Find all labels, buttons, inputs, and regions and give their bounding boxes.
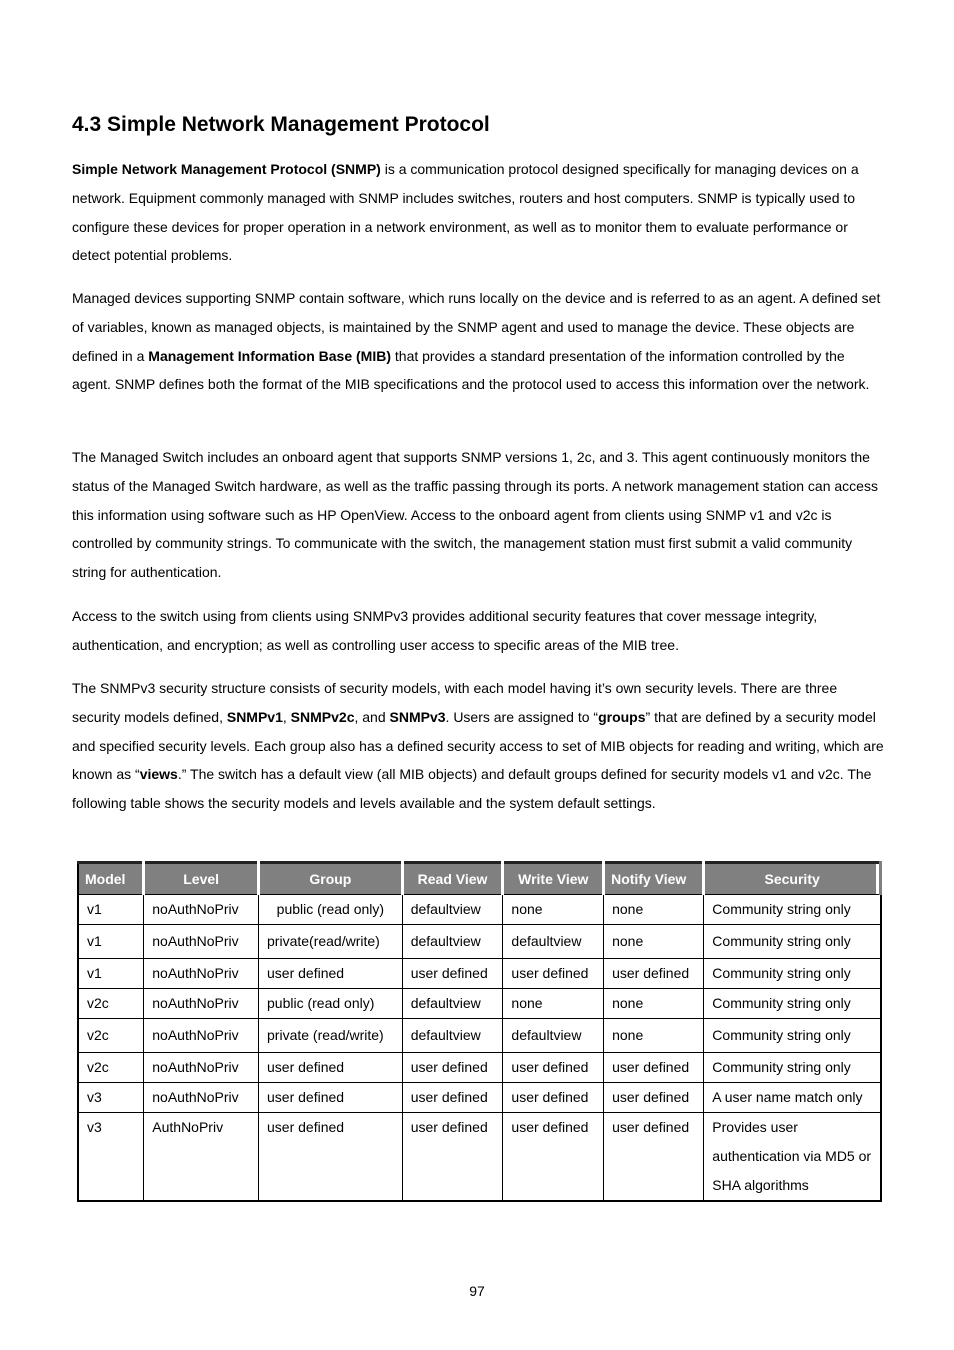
table-cell: user defined bbox=[604, 959, 704, 989]
bold-term: SNMPv3 bbox=[389, 708, 446, 725]
paragraph-text: , bbox=[282, 708, 291, 725]
table-cell: noAuthNoPriv bbox=[144, 1053, 259, 1083]
column-header-notify-view: Notify View bbox=[604, 863, 704, 895]
table-row bbox=[78, 1053, 881, 1083]
section-title: 4.3 Simple Network Management Protocol bbox=[72, 113, 490, 136]
table-row bbox=[78, 959, 881, 989]
snmp-security-table bbox=[77, 861, 882, 1202]
table-cell: user defined bbox=[259, 1053, 403, 1083]
paragraph-managed-devices bbox=[72, 284, 884, 399]
paragraph-text: The SNMPv3 security structure consists of security models, with each model having it’s own security levels. There are three security models defined, bbox=[72, 680, 838, 725]
table-cell: user defined bbox=[402, 1053, 503, 1083]
table-cell: user defined bbox=[503, 1083, 604, 1113]
table-cell: Community string only bbox=[704, 925, 881, 959]
table-cell: user defined bbox=[259, 1083, 403, 1113]
table-cell: Community string only bbox=[704, 959, 881, 989]
paragraph-onboard-agent: The Managed Switch includes an onboard agent that supports SNMP versions 1, 2c, and 3. This agent continuously monitors the status of the Managed Switch hardware, as well as the traffic passing through its ports. A network management station can access this information using software such as HP OpenView. Access to the onboard agent from clients using SNMP v1 and v2c is controlled by community strings. To communicate with the switch, the management station must first submit a valid community string for authentication. bbox=[72, 449, 878, 581]
bold-term: groups bbox=[598, 708, 646, 725]
bold-term: Management Information Base (MIB) bbox=[148, 347, 391, 364]
paragraph-text: . Users are assigned to “ bbox=[445, 708, 599, 725]
table-cell: defaultview bbox=[503, 1019, 604, 1053]
table-cell: noAuthNoPriv bbox=[144, 989, 259, 1019]
table-cell: v3 bbox=[78, 1113, 144, 1202]
table-cell: user defined bbox=[402, 1083, 503, 1113]
table-cell: none bbox=[604, 895, 704, 925]
column-header-security: Security bbox=[704, 863, 881, 895]
table-cell: v2c bbox=[78, 989, 144, 1019]
table-cell: AuthNoPriv bbox=[144, 1113, 259, 1202]
table-cell: user defined bbox=[402, 959, 503, 989]
table-cell: noAuthNoPriv bbox=[144, 925, 259, 959]
column-header-read-view: Read View bbox=[402, 863, 503, 895]
table-cell: Community string only bbox=[704, 989, 881, 1019]
bold-term: views bbox=[139, 766, 178, 783]
table-cell: user defined bbox=[402, 1113, 503, 1202]
paragraph-snmpv3-access: Access to the switch using from clients using SNMPv3 provides additional security features that cover message integrity, authentication, and encryption; as well as controlling user access to specific areas of the MIB tree. bbox=[72, 608, 818, 653]
table-header-row bbox=[78, 863, 881, 895]
table-row bbox=[78, 925, 881, 959]
table-cell: none bbox=[604, 989, 704, 1019]
table-cell: user defined bbox=[604, 1053, 704, 1083]
table-cell: v1 bbox=[78, 959, 144, 989]
table-cell: public (read only) bbox=[259, 989, 403, 1019]
table-cell: user defined bbox=[503, 1053, 604, 1083]
table-cell: defaultview bbox=[402, 925, 503, 959]
table-cell: none bbox=[604, 1019, 704, 1053]
paragraph-text: is a communication protocol designed specifically for managing devices on a network. Equipment commonly managed with SNMP includes switches, routers and host computers. SNMP is typically used to configure these devices for proper operation in a network environment, as well as to monitor them to evaluate performance or detect potential problems. bbox=[72, 161, 859, 264]
table-cell: Community string only bbox=[704, 1053, 881, 1083]
bold-term: SNMPv1 bbox=[226, 708, 283, 725]
table-row bbox=[78, 895, 881, 925]
table-cell: public (read only) bbox=[259, 895, 403, 925]
paragraph-text: , and bbox=[354, 708, 390, 725]
table-cell: user defined bbox=[259, 959, 403, 989]
paragraph-text: Managed devices supporting SNMP contain software, which runs locally on the device and is referred to as an agent. A defined set of variables, known as managed objects, is maintained by the SNMP agent and used to manage the device. These objects are defined in a bbox=[72, 290, 881, 364]
table-cell: A user name match only bbox=[704, 1083, 881, 1113]
table-cell: defaultview bbox=[402, 989, 503, 1019]
table-row bbox=[78, 989, 881, 1019]
column-header-level: Level bbox=[144, 863, 259, 895]
table-cell: noAuthNoPriv bbox=[144, 895, 259, 925]
table-cell: user defined bbox=[503, 959, 604, 989]
bold-term: SNMPv2c bbox=[290, 708, 355, 725]
table-cell: private (read/write) bbox=[259, 1019, 403, 1053]
column-header-group: Group bbox=[259, 863, 403, 895]
table-cell: user defined bbox=[604, 1083, 704, 1113]
table-cell: none bbox=[503, 989, 604, 1019]
column-header-model: Model bbox=[78, 863, 144, 895]
table-cell: defaultview bbox=[503, 925, 604, 959]
paragraph-security-structure bbox=[72, 674, 884, 818]
table-cell: Provides user authentication via MD5 or SHA algorithms bbox=[704, 1113, 881, 1202]
table-cell: defaultview bbox=[402, 1019, 503, 1053]
bold-term: Simple Network Management Protocol (SNMP) bbox=[72, 161, 381, 177]
table-cell: noAuthNoPriv bbox=[144, 1083, 259, 1113]
table-cell: user defined bbox=[503, 1113, 604, 1202]
table-cell: private(read/write) bbox=[259, 925, 403, 959]
table-cell: none bbox=[604, 925, 704, 959]
table-row bbox=[78, 1019, 881, 1053]
table-cell: user defined bbox=[259, 1113, 403, 1202]
table-cell: Community string only bbox=[704, 895, 881, 925]
column-header-write-view: Write View bbox=[503, 863, 604, 895]
table-cell: none bbox=[503, 895, 604, 925]
table-cell: v3 bbox=[78, 1083, 144, 1113]
table-cell: defaultview bbox=[402, 895, 503, 925]
table-cell: noAuthNoPriv bbox=[144, 959, 259, 989]
page-number: 97 bbox=[469, 1283, 485, 1299]
paragraph-text: .” The switch has a default view (all MIB objects) and default groups defined for security models v1 and v2c. The following table shows the security models and levels available and the system default settings. bbox=[72, 766, 872, 812]
table-cell: v1 bbox=[78, 925, 144, 959]
table-cell: v2c bbox=[78, 1019, 144, 1053]
table-row bbox=[78, 1113, 881, 1202]
table-cell: v1 bbox=[78, 895, 144, 925]
table-cell: noAuthNoPriv bbox=[144, 1019, 259, 1053]
paragraph-text: that provides a standard presentation of the information controlled by the agent. SNMP defines both the format of the MIB specifications and the protocol used to access this information over the network. bbox=[72, 347, 870, 393]
table-cell: Community string only bbox=[704, 1019, 881, 1053]
table-cell: v2c bbox=[78, 1053, 144, 1083]
table-row bbox=[78, 1083, 881, 1113]
paragraph-text: ” that are defined by a security model and specified security levels. Each group also has a defined security access to set of MIB objects for reading and writing, which are known as “ bbox=[72, 708, 884, 783]
table-cell: user defined bbox=[604, 1113, 704, 1202]
paragraph-snmp-intro bbox=[72, 155, 884, 270]
